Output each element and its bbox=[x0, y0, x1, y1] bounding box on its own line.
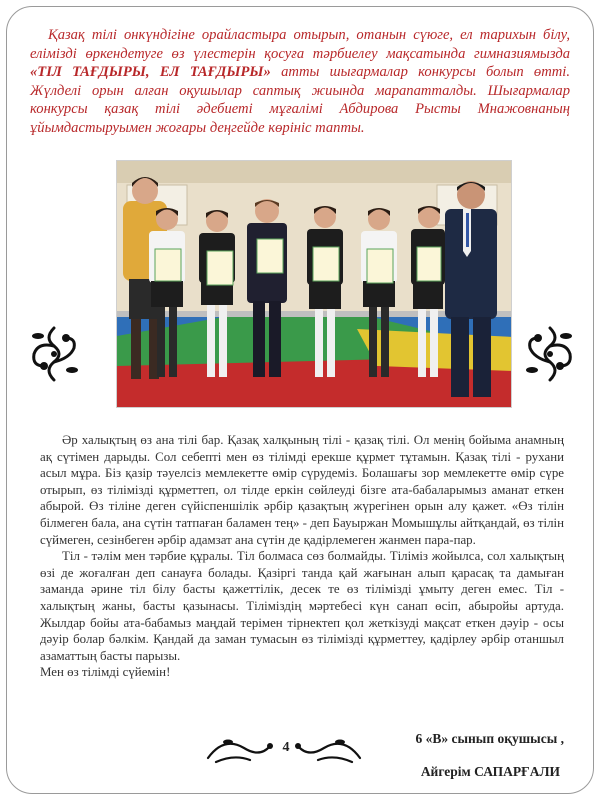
author-name: Айгерім САПАРҒАЛИ bbox=[420, 764, 560, 779]
floral-swirl-icon bbox=[26, 322, 82, 386]
essay-paragraph-1: Әр халықтың өз ана тілі бар. Қазақ халқының тілі - қазақ тілі. Ол менің бойыма анамның ақ сүтімен дарыды. Сол себепті мен өз тілімді ерекше құрмет тұтамын. Қазақ тілі - рухани асыл мұра. Біз қазір тәуелсіз мемлекетте өмір сүрудеміз. Болашағы зор мемлекетте өмір сүре отырып, өз тілімізді құрметтеп, ол тілде еркін сөйлеуді бізге ата-бабаларымыз аманат еткен абырой. Өз тіліне деген сүйіспеншілік әрбір қазақтың жүрегінен орын алу қажет. «Өз тілін білмеген бала, ана сүтін татпаған баламен тең» - деп Бауыржан Момышұлы айтқандай, өз тілін сүймеген, сезінбеген әрбір адамзат ана сүтін де қадірлемеген жанмен пара-пар. bbox=[40, 433, 564, 547]
essay-closing-line: Мен өз тілімді сүйемін! bbox=[40, 665, 171, 680]
floral-swirl-icon bbox=[522, 322, 578, 386]
intro-text-end: атты шығармалар конкурсы болып өтті. Жүлделі орын алған оқушылар саптық жиында марапатталды. Шығармалар конкурсы қазақ тілі әдебиеті мұғалімі Абдирова Рысты Мнажовнаның ұйымдастыруымен жоғары деңгейде көрініс тапты. bbox=[30, 64, 570, 136]
essay-paragraph-2: Тіл - тәлім мен тәрбие құралы. Тіл болмаса сөз болмайды. Тіліміз жойылса, сол халықтың өзі де жоғалған деп санауға болады. Қазіргі танда қай жағынан алып қарасақ та дамыған заманда әрине тіл білу басты қажеттілік, десек те өз тілімізді ұмыту деген емес. Тіл - халықтың жаны, басты қазынасы. Тіліміздің мәртебесі күн санап өсіп, абыройы артуда. Жылдар бойы ата-бабамыз маңдай терімен тірнектеп қол жеткізуді мақсат еткен дәуір - осы дәуір болар бәлкім. Қандай да заман тумасын өз тілімізді құрметтеу, қадірлеу әрбір отаншыл азаматтың басты парызы. bbox=[40, 549, 564, 663]
essay-body bbox=[40, 432, 564, 681]
photo-illustration bbox=[117, 161, 512, 408]
author-class: 6 «В» сынып оқушысы , bbox=[415, 731, 564, 746]
contest-title: «ТІЛ ТАҒДЫРЫ, ЕЛ ТАҒДЫРЫ» bbox=[30, 64, 271, 81]
award-ceremony-photo bbox=[116, 160, 512, 408]
intro-text-start: Қазақ тілі онкүндігіне орайластыра отырып, отанын сүюге, ел тарихын білу, елімізді өркендетуге өз үлестерін қосуға тәрбиелеу мақсатында гимназиямызда bbox=[30, 27, 570, 62]
intro-paragraph bbox=[30, 26, 570, 138]
page-number: 4 bbox=[282, 740, 290, 755]
